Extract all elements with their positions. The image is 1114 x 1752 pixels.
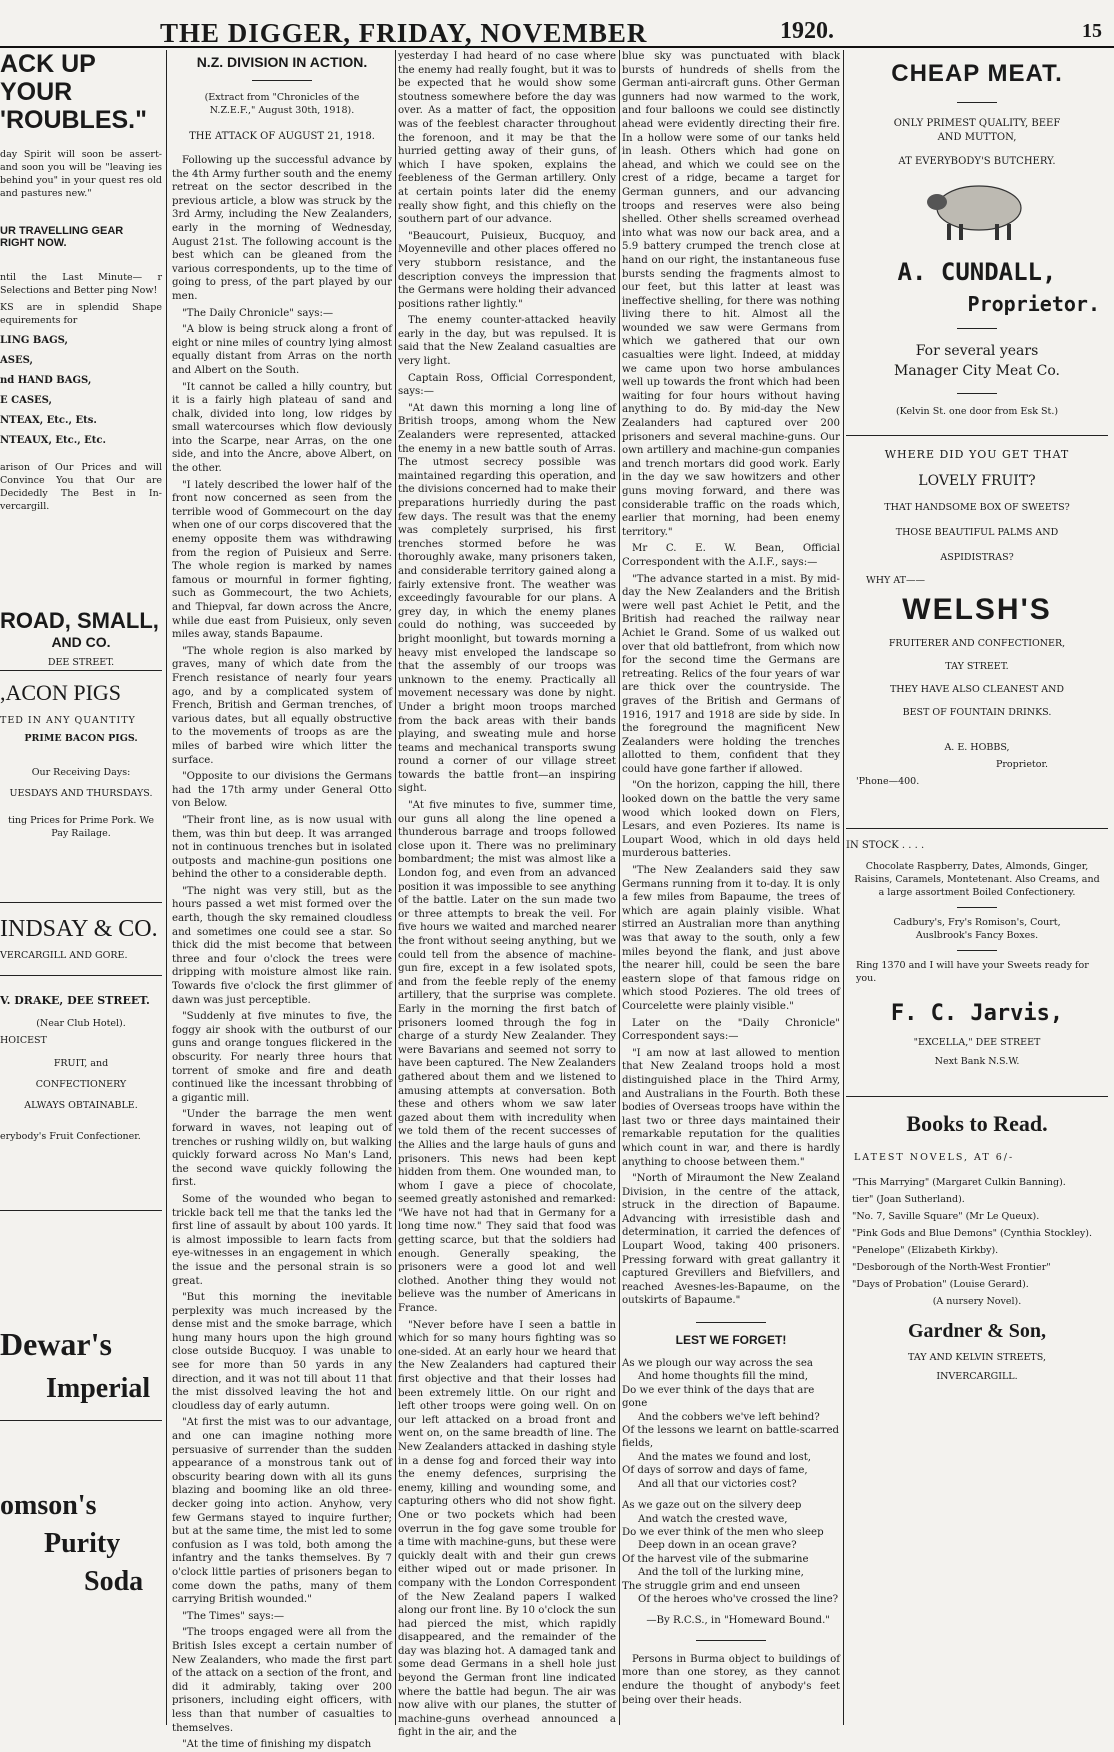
lindsay-subheading: VERCARGILL AND GORE. xyxy=(0,950,128,961)
poem-line: Do we ever think of the men who sleep xyxy=(622,1526,824,1538)
page-number: 15 xyxy=(1082,20,1102,42)
headline-rule xyxy=(252,80,312,81)
books-list xyxy=(846,1174,1108,1310)
receiving-days: UESDAYS AND THURSDAYS. xyxy=(9,788,153,799)
paragraph: yesterday I had heard of no case where the enemy had really fought, but it was to be expected that he would show some stoutness somewhere before the day was over. As a matter of fact, the opposition was of the feeblest character throughout the forenoon, and it may be that the hurried getting away of their guns, of which I have spoken, explains the feebleness of the German artillery. Only at certain points later did the enemy really show fight, and this chiefly on the southern part of our advance. xyxy=(398,51,616,226)
poem-stanza xyxy=(622,1357,840,1491)
paragraph: "The advance started in a mist. By mid-day the New Zealanders and the British were well past Achiet le Petit, and the British had reached the railway near Achiet le Grand. Some of us walked out over that old battlefront, from which now for the second time the Germans are retreating. Relics of the four years of war are thick over the countryside. The graves of the British and Germans of 1916, 1917 and 1918 are side by side. In the foreground the magnificent New Zealanders were holding the trenches allotted to them, confident that they could have gone farther if allowed. xyxy=(622,573,840,775)
paragraph: "The Times" says:— xyxy=(182,1610,285,1622)
jarvis-cadbury: Cadbury's, Fry's Romison's, Court, Auslbrook's Fancy Boxes. xyxy=(893,917,1061,941)
bacon-heading: ,ACON PIGS xyxy=(0,680,122,705)
jarvis-excella: "EXCELLA," DEE STREET xyxy=(913,1037,1041,1048)
drake-everybody: erybody's Fruit Confectioner. xyxy=(0,1131,141,1142)
welsh-tay: TAY STREET. xyxy=(945,661,1009,672)
hobbs-proprietor: Proprietor. xyxy=(996,759,1048,770)
paragraph: "Under the barrage the men went forward in waves, not leaping out of trenches or rushing wildly on, but walking quickly forward across No Man's Land, the second wave quickly following the first. xyxy=(172,1109,392,1189)
paragraph: "I am now at last allowed to mention that New Zealand troops hold a most distinguished place in the Third Army, and Australians in the Fourth. Both these bodies of Overseas troops have within the last two or three days maintained their remarkable reputation for the qualities which count in war, and there is hardly anything to choose between them." xyxy=(622,1047,840,1168)
paragraph: Captain Ross, Official Correspondent, says:— xyxy=(398,372,616,398)
poem-line: As we plough our way across the sea xyxy=(622,1358,813,1370)
article-column-2 xyxy=(398,50,616,1739)
paragraph: Following up the successful advance by the 4th Army further south and the enemy retreat on the sector described in the previous article, a blow was struck by the 3rd Army, including the New Zealanders, early in the morning of Wednesday, August 21st. The following account is the best which can be gleaned from the various correspondents, up to the time of going to press, of the part played by our men. xyxy=(172,155,392,302)
poem-stanza xyxy=(622,1499,840,1606)
paragraph: blue sky was punctuated with black bursts of hundreds of shells from the German anti-aircraft guns. Other German gunners had now warmed to the work, and four balloons we could see distinctly ahead were evidently directing their fire. In a hollow were some of our tanks held in leash. Others which had gone on ahead, and which we could see on the crest of a ridge, became a target for German gunners, and our advancing troops and reserves were also being shelled. Other shells screamed overhead into what was now our back area, and a 5.9 battery crumped the trench close at hand on our right, the instantaneous fuse bursts sending the fragments almost to our feet, but this latter at least was ineffective shelling, for there was nothing living there to hit. Almost all the wounded we saw were Germans from which we gathered that our own casualties were light. Indeed, at midday we came upon two horse ambulances well up towards the front which had been waiting for four hours without having anything to do. By mid-day the New Zealanders had captured over 200 prisoners and several machine-guns. Our own artillery and machine-gun companies and trench mortars did good work. Early in the day we saw howitzers and other guns moving forward, and there was considerable traffic on the roads which, earlier that morning, had been enemy territory." xyxy=(622,51,840,538)
hobbs-name: A. E. HOBBS, xyxy=(944,742,1010,753)
list-item: NTEAUX, Etc., Etc. xyxy=(0,435,106,446)
paragraph: Later on the "Daily Chronicle" Correspondent says:— xyxy=(622,1017,840,1043)
bacon-pigs-ad xyxy=(0,680,162,840)
lindsay-heading: INDSAY & CO. xyxy=(0,916,158,942)
receiving-days-label: Our Receiving Days: xyxy=(31,767,131,778)
welsh-also: THEY HAVE ALSO CLEANEST AND xyxy=(889,684,1065,695)
paragraph: "But this morning the inevitable perplexity was much increased by the dense mist and the smoke barrage, which hung many hours upon the high ground close outside Bucquoy. I was unable to see for more than 50 yards in any direction, and it was not till about 11 that the mist dissolved leaving the hot and cloudless day of early autumn. xyxy=(172,1292,392,1412)
paragraph: "A blow is being struck along a front of eight or nine miles of country lying almost equally distant from Arras on the north and Albert on the South. xyxy=(172,324,392,376)
pack-ad-text: day Spirit will soon be assert- and soon you will be "leaving ies behind you" in your quest res old and pastures new." xyxy=(0,149,162,199)
cheap-meat-heading: CHEAP MEAT. xyxy=(891,60,1063,87)
drake-fruit: FRUIT, and xyxy=(53,1058,109,1069)
column-divider xyxy=(166,50,167,1725)
meat-quality: ONLY PRIMEST QUALITY, BEEF AND MUTTON, xyxy=(893,118,1061,143)
paragraph: "At dawn this morning a long line of British troops, among whom the New Zealanders were represented, attacked the enemy in a new battle south of Arras. The utmost secrecy possible was maintained regarding this operation, and the divisions concerned had to make their preparations hurriedly during the past few days. The result was that the enemy was completely surprised, his first trenches stormed before he was thoroughly awake, many prisoners taken, and considerable territory gained along a fairly extensive front. The weather was exceedingly favourable for our plans. A grey day, in which the enemy planes could do nothing, was succeeded by bright moonlight, but towards morning a heavy mist enveloped the landscape so that the assembly of our troops was unknown to the enemy. Practically all movement necessary was done by night. Under a bright moon troops marched from the back areas with their bands playing, and sweating mule and horse teams and mechanical transports swung round a corner of our village street towards the battle front—an inspiring sight. xyxy=(398,402,616,795)
gear-heading: UR TRAVELLING GEAR xyxy=(0,225,124,237)
ad-divider xyxy=(846,435,1108,436)
paragraph: "At the time of finishing my dispatch xyxy=(182,1739,372,1751)
ad-divider xyxy=(846,1096,1108,1097)
everybodys-butchery: AT EVERYBODY'S BUTCHERY. xyxy=(898,156,1056,167)
compare-text: arison of Our Prices and will Convince You that Our are Decidedly The Best in In- vercargill. xyxy=(0,462,162,512)
imperial-heading: Imperial xyxy=(46,1373,151,1404)
poem-title: LEST WE FORGET! xyxy=(675,1333,787,1348)
poem-line: And the cobbers we've left behind? xyxy=(638,1411,820,1423)
article-column-1 xyxy=(172,50,392,1751)
ad-rule xyxy=(957,907,997,908)
hobbs-phone: 'Phone—400. xyxy=(856,776,920,787)
ads-column-left xyxy=(0,50,162,1720)
poem-line: And the mates we found and lost, xyxy=(638,1451,812,1463)
poem xyxy=(622,1357,840,1628)
poem-line: And watch the crested wave, xyxy=(638,1513,788,1525)
paragraph: "Never before have I seen a battle in which for so many hours fighting was so one-sided. At an early hour we heard that the New Zealanders had captured their first objective and that their losses had been extremely little. On our right and left other troops were going well. On on our left attacked on a broad front and went on, on the same breadth of line. The New Zealanders attacked in dashing style in a dense fog and forced their way into the enemy defences, surprising the enemy, killing and wounding some, and capturing others who did not show fight. One or two pockets which had been overrun in the fog gave some trouble for a time with machine-guns, but these were quickly dealt with and their gun crews either wiped out or made prisoner. In company with the London Correspondent of the New Zealand papers I walked along our front line. By 10 o'clock the sun had pierced the mist, which rapidly disappeared, and the remainder of the day was blazing hot. A damaged tank and some dead Germans in a shell hole just beyond the German front line indicated where the battle had begun. The air was now alive with our planes, the stutter of machine-guns overhead announced a fight in the air, and the xyxy=(398,1319,616,1739)
welsh-palms: THOSE BEAUTIFUL PALMS AND xyxy=(895,527,1059,538)
bag-list xyxy=(0,331,162,451)
article-body-2 xyxy=(398,50,616,1740)
article-column-3 xyxy=(622,50,840,1720)
paragraph: "Opposite to our divisions the Germans had the 17th army under General Otto von Below. xyxy=(172,771,392,810)
poem-line: And the toll of the lurking mine, xyxy=(638,1567,804,1579)
gear-text: ntil the Last Minute— r Selections and Better ping Now! xyxy=(0,272,162,296)
ad-divider xyxy=(0,975,162,976)
paragraph: Mr C. E. W. Bean, Official Correspondent with the A.I.F., says:— xyxy=(622,543,840,568)
gear-heading-2: RIGHT NOW. xyxy=(0,237,67,249)
paragraph: "The New Zealanders said they saw Germans running from it to-day. It is only a few miles from Bapaume, the trees of which are again plainly visible. What stirred an Australian more than anything was that away to the south, only a few miles beyond the flank, and just above the nearer hill, could be seen the bare eastern slope of that famous ridge on which stood Pozieres. The old trees of Courcelette were plainly visible." xyxy=(622,865,840,1012)
list-item: tier" (Joan Sutherland). xyxy=(852,1194,965,1205)
welsh-heading: WELSH'S xyxy=(902,593,1052,626)
gardner-name: Gardner & Son, xyxy=(908,1320,1046,1342)
drake-ad xyxy=(0,994,162,1143)
column-divider xyxy=(843,50,844,1725)
welsh-fruiterer: FRUITERER AND CONFECTIONER, xyxy=(888,638,1066,649)
paragraph: "The troops engaged were all from the British Isles except a certain number of New Zealanders, who made the first part of the attack on a section of the front, and did it admirably, taking over 200 prisoners, including eight officers, with less than that number of casualties to themselves. xyxy=(172,1627,392,1734)
jarvis-stock-heading: IN STOCK . . . . xyxy=(846,840,925,851)
article-body-1 xyxy=(172,154,392,1752)
list-item: "Penelope" (Elizabeth Kirkby). xyxy=(852,1245,999,1256)
welsh-aspidistras: ASPIDISTRAS? xyxy=(940,552,1014,563)
list-item: nd HAND BAGS, xyxy=(0,375,92,386)
column-divider xyxy=(619,50,620,1725)
list-item: ASES, xyxy=(0,355,33,366)
section-rule xyxy=(696,1322,766,1323)
ad-rule xyxy=(957,328,997,329)
paragraph: "I lately described the lower half of the front now concerned as seen from the terrible wood of Gommecourt on the day when one of our corps discovered that the enemy opposite them was withdrawing from the region of Puisieux and Serre. The whole region is marked by names famous or mournful in former fighting, such as Gommecourt, the two Achiets, and Thiepval, far down across the Ancre, while due east from Puisieux, only seven miles away, stands Bapaume. xyxy=(172,479,392,641)
masthead-rule xyxy=(0,46,1114,48)
jarvis-ring: Ring 1370 and I will have your Sweets ready for you. xyxy=(856,960,1089,984)
cundall-name: A. CUNDALL, xyxy=(897,258,1057,286)
drake-choicest: HOICEST xyxy=(0,1035,47,1046)
list-item: LING BAGS, xyxy=(0,335,68,346)
poem-line: Of days of sorrow and days of fame, xyxy=(622,1465,808,1477)
poem-line: Of the heroes who've crossed the line? xyxy=(638,1593,839,1605)
paragraph: Some of the wounded who began to trickle back tell me that the tanks led the first line of assault by about 100 yards. It is almost impossible to learn facts from eye-witnesses in an engagement in which the issue and the personal strain is so great. xyxy=(172,1193,392,1287)
jarvis-bank: Next Bank N.S.W. xyxy=(934,1056,1020,1067)
list-item: "Desborough of the North-West Frontier" xyxy=(852,1262,1051,1273)
welsh-handsome: THAT HANDSOME BOX OF SWEETS? xyxy=(884,502,1070,513)
list-item: "Days of Probation" (Louise Gerard). xyxy=(852,1279,1029,1290)
thomsons-ad xyxy=(0,1490,162,1598)
pack-ad-heading-2: 'ROUBLES." xyxy=(0,106,147,134)
welsh-where: WHERE DID YOU GET THAT xyxy=(884,448,1070,461)
cundall-manager: For several years Manager City Meat Co. xyxy=(894,343,1060,379)
ad-divider xyxy=(0,1210,162,1211)
paragraph: Persons in Burma object to buildings of more than one storey, as they cannot endure the thought of anybody's feet being over their heads. xyxy=(622,1653,840,1706)
welsh-why: WHY AT—— xyxy=(866,575,926,586)
list-item: NTEAX, Etc., Ets. xyxy=(0,415,97,426)
pack-ad-heading: ACK UP YOUR xyxy=(0,50,96,106)
dewars-ad xyxy=(0,1326,162,1405)
jarvis-name: F. C. Jarvis, xyxy=(890,1001,1064,1026)
article-headline: N.Z. DIVISION IN ACTION. xyxy=(196,54,368,70)
paragraph: "North of Miraumont the New Zealand Division, in the centre of the attack, struck in the direction of Bapaume. Advancing with irresistible dash and determination, it carried the defences of Loupart Wood, taking 400 prisoners. Pressing forward with great gallantry it captured Grevillers and Biefvillers, and reached Avesnes-les-Bapaume, on the outskirts of Bapaume." xyxy=(622,1173,840,1307)
paragraph: "Their front line, as is now usual with them, was thin but deep. It was arranged not in continuous trenches but in isolated outposts and machine-gun positions one behind the other to a considerable depth. xyxy=(172,814,392,881)
paragraph: "It cannot be called a hilly country, but it is a fairly high plateau of sand and chalk, divided into long, low ridges by small watercourses which flow deviously into the Scarpe, near Arras, on the one side, and into the Ancre, above Albert, on the other. xyxy=(172,381,392,475)
shape-text: KS are in splendid Shape equirements for xyxy=(0,302,162,326)
broad-small-ad xyxy=(0,608,162,669)
paragraph: "Beaucourt, Puisieux, Bucquoy, and Moyenneville and other places offered no very stubborn resistance, and the description conveys the impression that the Germans were holding their advanced positions rather lightly." xyxy=(398,230,616,310)
bacon-text: TED IN ANY QUANTITY xyxy=(0,715,136,726)
list-item: E CASES, xyxy=(0,395,53,406)
list-item: (A nursery Novel). xyxy=(932,1296,1022,1307)
bacon-prime: PRIME BACON PIGS. xyxy=(24,733,138,744)
paragraph: "The Daily Chronicle" says:— xyxy=(182,307,334,319)
ad-divider xyxy=(0,902,162,903)
cundall-address: (Kelvin St. one door from Esk St.) xyxy=(895,406,1059,417)
masthead-year: 1920. xyxy=(780,18,834,44)
poem-line: Do we ever think of the days that are gone xyxy=(622,1384,815,1410)
ad-divider xyxy=(846,828,1108,829)
gardner-address: TAY AND KELVIN STREETS, xyxy=(908,1352,1046,1363)
poem-credit: —By R.C.S., in "Homeward Bound." xyxy=(646,1615,830,1627)
ads-column-right xyxy=(846,50,1108,1720)
column-divider xyxy=(395,50,396,1725)
masthead-title: THE DIGGER, FRIDAY, NOVEMBER xyxy=(160,18,648,48)
poem-line: And home thoughts fill the mind, xyxy=(638,1371,809,1383)
soda-heading: Soda xyxy=(84,1566,144,1597)
paragraph: "Suddenly at five minutes to five, the foggy air shook with the outburst of our guns and orange tongues flickered in the obscurity. For nearly three hours that torrent of smoke and fire and death continued like the incessant throbbing of a gigantic mill. xyxy=(172,1011,392,1104)
article-extract-note: (Extract from "Chronicles of the N.Z.E.F.," August 30th, 1918). xyxy=(204,92,360,116)
article-subheading: THE ATTACK OF AUGUST 21, 1918. xyxy=(189,131,375,142)
paragraph: "The whole region is also marked by graves, many of which date from the French resistance of nearly four years ago, and by a complicated system of French, British and German trenches, of various dates, but all equally obstructive to the movements of troops as are the miles of barbed wire which litter the surface. xyxy=(172,645,392,766)
books-latest: LATEST NOVELS, AT 6/- xyxy=(854,1152,1015,1163)
article-body-3 xyxy=(622,50,840,1308)
ad-rule xyxy=(957,102,997,103)
pack-troubles-ad xyxy=(0,50,162,200)
paragraph: "At five minutes to five, summer time, our guns all along the line opened a thunderous barrage and troops followed close upon it. There was no preliminary bombardment; the mist was almost like a London fog, and even from an advanced position it was impossible to see anything of the battle. Later on the sun made two or three attempts to break the veil. For five hours we waited and marched nearer the front without seeing anything, but we could tell from the absence of machine-gun fire, except in a few isolated spots, and from the feeble reply of the enemy artillery, that the surprise was complete. Early in the morning the first batch of prisoners loomed through the fog in charge of a sturdy New Zealander. They were Bavarians and seemed not sorry to have been captured. The New Zealanders gathered about them and we listened to amusing attempts at conversation. Both these and others whom we saw later gazed about them with incredulity when we told them of the recent successes of the Allies and the large hauls of guns and prisoners. This news had been kept hidden from them. One wounded man, to whom I gave a piece of chocolate, seemed greatly astonished and remarked: "We have not had that in Germany for a long time now." They said that food was getting scarce, but that the soldiers had enough. Generally speaking, the prisoners were a good lot and well clothed. Another thing they would not believe was the number of Americans in France. xyxy=(398,800,616,1315)
ad-divider xyxy=(0,670,162,671)
poem-line: Of the lessons we learnt on battle-scarred fields, xyxy=(622,1425,840,1450)
pork-prices: ting Prices for Prime Pork. We Pay Railage. xyxy=(8,815,154,839)
cundall-proprietor: Proprietor. xyxy=(967,292,1100,316)
welsh-best: BEST OF FOUNTAIN DRINKS. xyxy=(902,707,1052,718)
travelling-gear-ad xyxy=(0,225,162,513)
poem-line: As we gaze out on the silvery deep xyxy=(622,1500,802,1512)
broad-subheading: AND CO. xyxy=(51,634,111,650)
burma-note xyxy=(622,1653,840,1707)
drake-heading: V. DRAKE, DEE STREET. xyxy=(0,994,150,1007)
section-rule xyxy=(696,1640,766,1641)
drake-club: (Near Club Hotel). xyxy=(36,1018,126,1029)
paragraph: "At first the mist was to our advantage, and one can imagine nothing more persuasive of surrender than the sudden appearance of a monstrous tank out of obscurity bearing down with all its guns blazing and booming like an old three-decker going into action. Anyhow, very few Germans stayed to inquire further; but at the same time, the mist led to some confusion as I was told, both among the infantry and the tanks themselves. By 7 o'clock little parties of prisoners began to come down the paths, many of them carrying British wounded." xyxy=(172,1417,392,1606)
masthead xyxy=(0,18,1114,48)
gardner-city: INVERCARGILL. xyxy=(936,1371,1018,1382)
books-heading: Books to Read. xyxy=(906,1111,1048,1136)
welsh-lovely: LOVELY FRUIT? xyxy=(918,473,1036,489)
poem-line: The struggle grim and end unseen xyxy=(622,1580,801,1592)
drake-confectionery: CONFECTIONERY xyxy=(35,1079,127,1090)
jarvis-stock-text: Chocolate Raspberry, Dates, Almonds, Ginger, Raisins, Caramels, Montetenant. Also Creams, and a large assortment Boiled Confectionery. xyxy=(854,861,1100,898)
drake-always: ALWAYS OBTAINABLE. xyxy=(24,1100,138,1111)
thomsons-heading: omson's xyxy=(0,1490,97,1521)
paragraph: The enemy counter-attacked heavily early in the day, but was repulsed. It is said that the New Zealand casualties are very light. xyxy=(398,315,616,368)
poem-line: And all that our victories cost? xyxy=(638,1478,797,1490)
poem-line: Of the harvest vile of the submarine xyxy=(622,1553,809,1565)
paragraph: "On the horizon, capping the hill, there looked down on the battle the very same wood which looked down on Flers, Lesars, and even Pozieres. Its name is Loupart Wood, which in old days held murderous batteries. xyxy=(622,780,840,860)
ad-rule xyxy=(957,393,997,394)
dewars-heading: Dewar's xyxy=(0,1326,112,1362)
sheep-icon xyxy=(917,174,1037,244)
ad-divider xyxy=(0,1420,162,1421)
poem-line: Deep down in an ocean grave? xyxy=(638,1540,797,1552)
list-item: "No. 7, Saville Square" (Mr Le Queux). xyxy=(852,1211,1040,1222)
broad-street: DEE STREET. xyxy=(47,657,115,668)
purity-heading: Purity xyxy=(44,1528,121,1559)
ad-rule xyxy=(957,950,997,951)
broad-heading: ROAD, SMALL, xyxy=(0,608,159,633)
paragraph: "The night was very still, but as the hours passed a wet mist formed over the earth, though the sky remained cloudless and sometimes one could see a star. So thick did the mist become that between three and four o'clock the trees were dripping with moisture almost like rain. Towards five o'clock the first glimmer of dawn was just perceptible. xyxy=(172,885,392,1006)
list-item: "Pink Gods and Blue Demons" (Cynthia Stockley). xyxy=(852,1228,1092,1239)
list-item: "This Marrying" (Margaret Culkin Banning). xyxy=(852,1177,1066,1188)
lindsay-ad xyxy=(0,916,162,962)
